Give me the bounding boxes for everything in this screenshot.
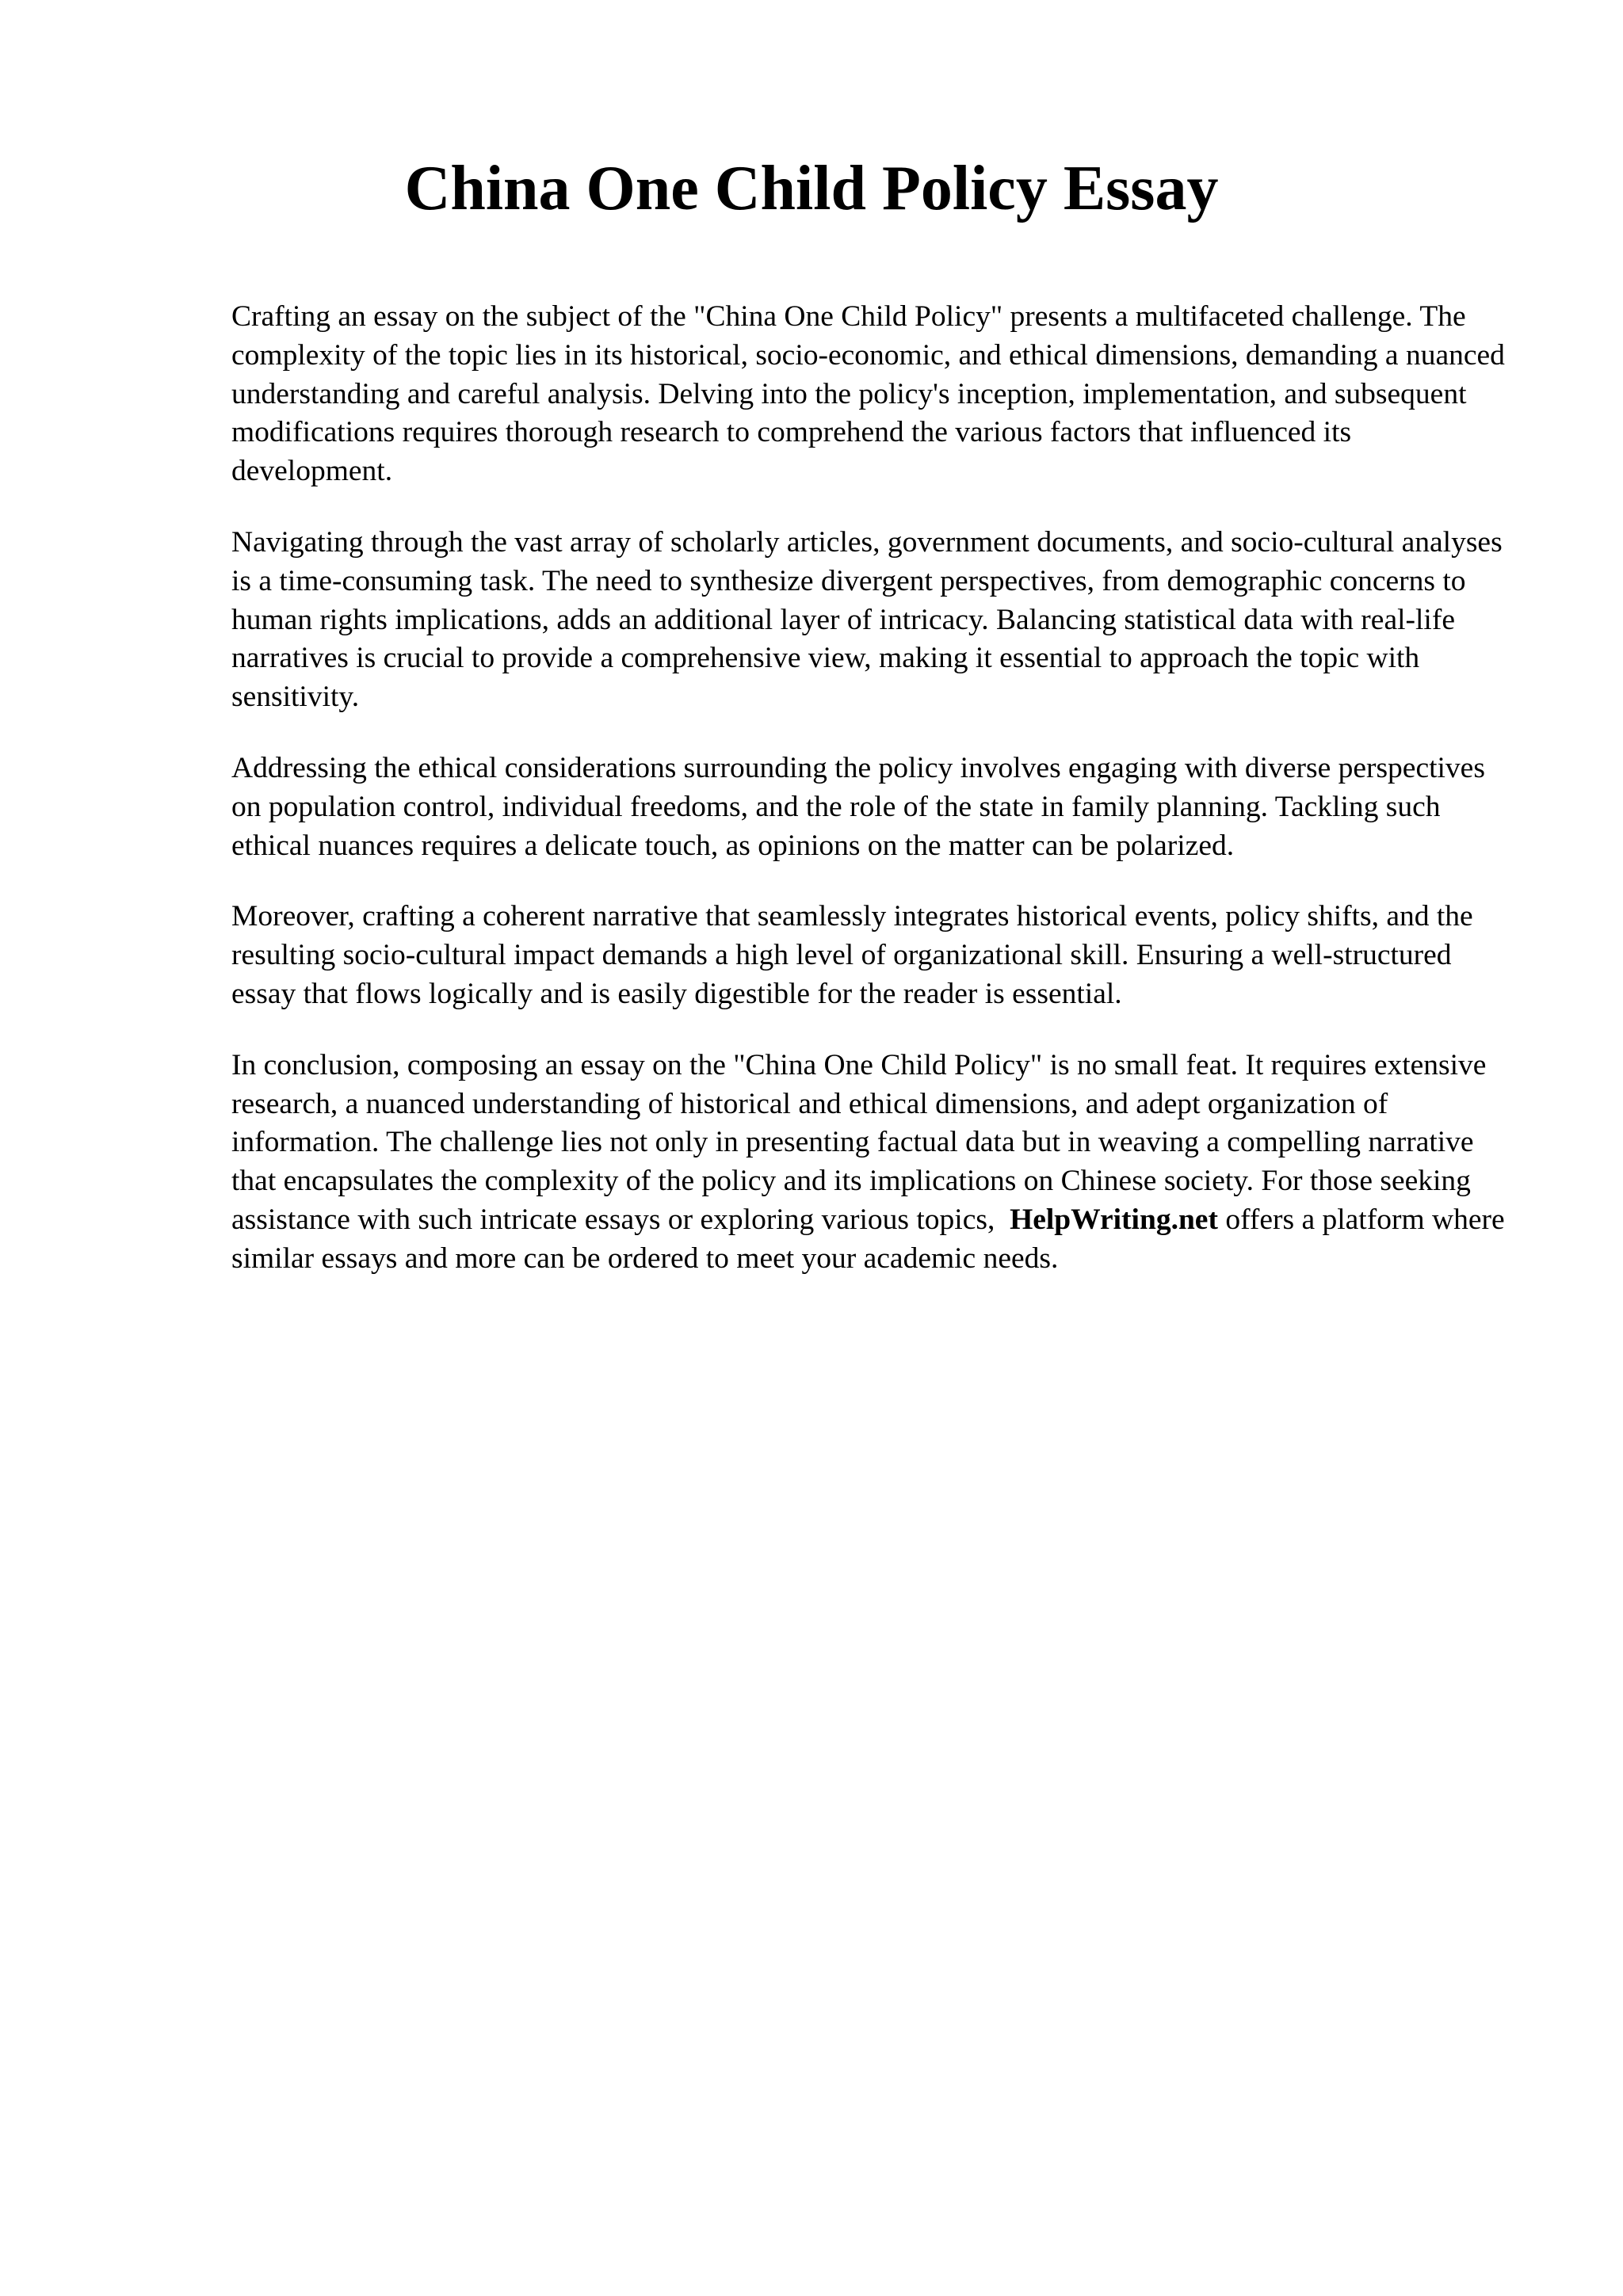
paragraph-conclusion: [231, 1047, 1515, 1279]
paragraph-intro: Crafting an essay on the subject of the "China One Child Policy" presents a multifaceted challenge. The complexity of the topic lies in its historical, socio-economic, and ethical dimensions, demanding a nuanced understanding and careful analysis. Delving into the policy's inception, implementation, and subsequent modifications requires thorough research to comprehend the various factors that influenced its development.: [231, 300, 1505, 488]
page-title: China One Child Policy Essay: [404, 154, 1219, 223]
conclusion-text-start: In conclusion, composing an essay on the "China One Child Policy" is no small feat. It requires extensive research, a nuanced understanding of historical and ethical dimensions, and adept organization of information. The challenge lies not only in presenting factual data but in weaving a compelling narrative that encapsulates the complexity of the policy and its implications on Chinese society. For those seeking assistance with such intricate essays or exploring various topics,: [231, 1048, 1487, 1236]
paragraph-ethics: Addressing the ethical considerations surrounding the policy involves engaging with diverse perspectives on population control, individual freedoms, and the role of the state in family planning. Tackling such ethical nuances requires a delicate touch, as opinions on the matter can be polarized.: [231, 751, 1485, 862]
brand-name: HelpWriting.net: [1010, 1203, 1218, 1236]
essay-body: [231, 298, 1515, 1311]
conclusion-text-end: offers a platform where similar essays and more can be ordered to meet your academic needs.: [231, 1203, 1505, 1275]
paragraph-structure: Moreover, crafting a coherent narrative that seamlessly integrates historical events, policy shifts, and the resulting socio-cultural impact demands a high level of organizational skill. Ensuring a well-structured essay that flows logically and is easily digestible for the reader is essential.: [231, 900, 1473, 1010]
paragraph-research: Navigating through the vast array of scholarly articles, government documents, and socio-cultural analyses is a time-consuming task. The need to synthesize divergent perspectives, from demographic concerns to human rights implications, adds an additional layer of intricacy. Balancing statistical data with real-life narratives is crucial to provide a comprehensive view, making it essential to approach the topic with sensitivity.: [231, 525, 1503, 714]
